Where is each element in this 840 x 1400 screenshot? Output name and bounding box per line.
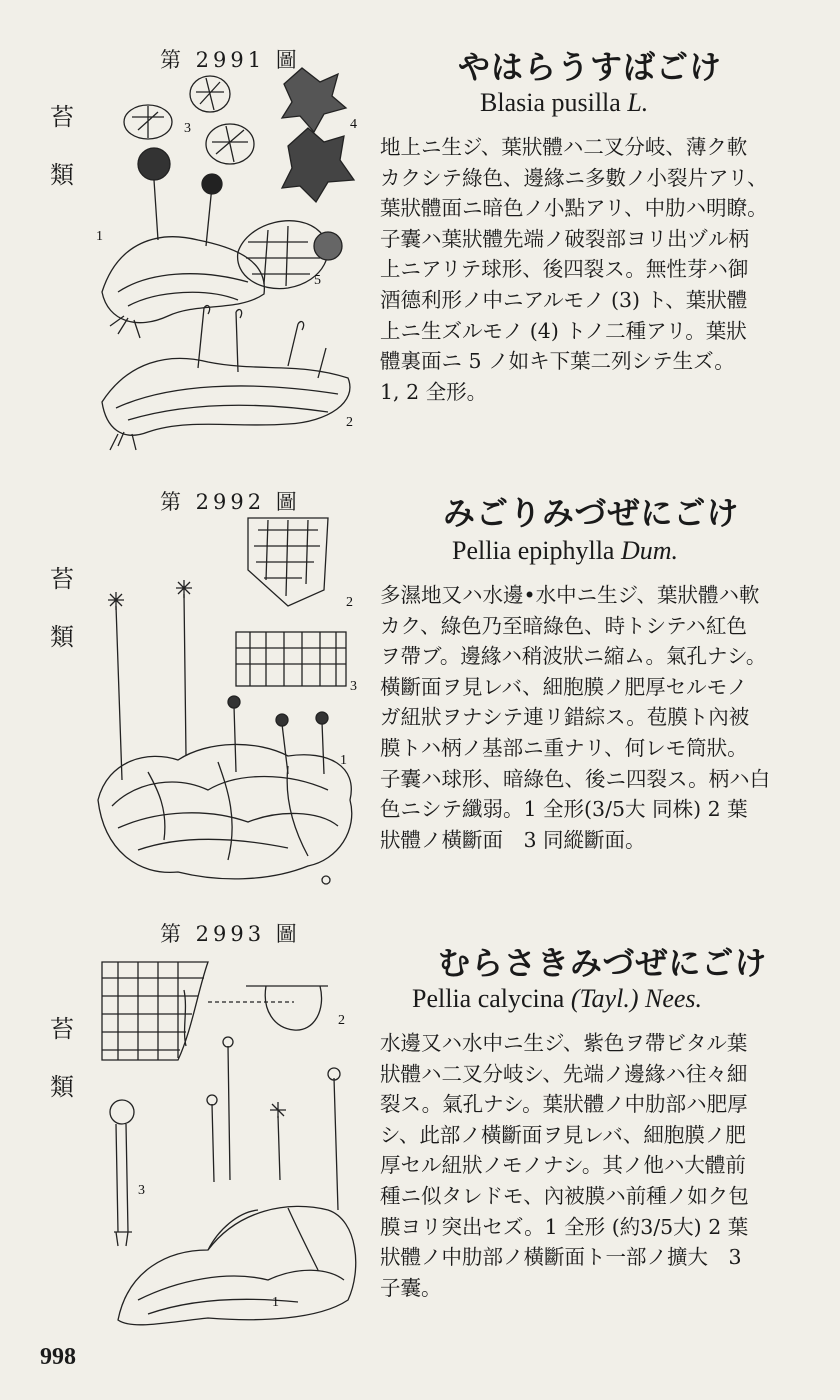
category-label: 苔 類 (50, 565, 74, 651)
illus-num-2: 2 (338, 1013, 345, 1028)
pellia-epiphylla-illustration (88, 510, 378, 890)
figure-label: 第 2991 圖 (160, 48, 301, 72)
scientific-name: Pellia calycina (Tayl.) Nees. (412, 984, 703, 1013)
description: 水邊又ハ水中ニ生ジ、紫色ヲ帶ビタル葉 狀體ハ二叉分岐シ、先端ノ邊緣ハ往々細 裂ス。氣孔ナシ。葉狀體ノ中肋部ハ肥厚 シ、此部ノ橫斷面ヲ見レバ、細胞膜ノ肥 厚セル紐狀ノモノナシ。其ノ他ハ大體前 種ニ似タレドモ、內被膜ハ前種ノ如ク包 膜ヨリ突出セズ。1 全形 (約3/5大) 2 葉 狀體ノ中肋部ノ橫斷面ト一部ノ擴大 3 子囊。 (380, 1031, 749, 1300)
blasia-illustration (88, 62, 378, 452)
illus-num-4: 4 (350, 117, 357, 132)
category-label: 苔 類 (50, 103, 74, 189)
category-label: 苔 類 (50, 1015, 74, 1101)
illus-num-2: 2 (346, 415, 353, 430)
description: 多濕地又ハ水邊•水中ニ生ジ、葉狀體ハ軟 カク、綠色乃至暗綠色、時トシテハ紅色 ヲ帶ブ。邊緣ハ稍波狀ニ縮ム。氣孔ナシ。 橫斷面ヲ見レバ、細胞膜ノ肥厚セルモノ ガ紐狀ヲナシテ連リ錯綜ス。苞膜ト內被 膜トハ柄ノ基部ニ重ナリ、何レモ筒狀。 子囊ハ球形、暗綠色、後ニ四裂ス。柄ハ白 色ニシテ纖弱。1 全形(3/5大 同株) 2 葉 狀體ノ橫斷面 3 同縱斷面。 (380, 583, 771, 852)
illus-num-2: 2 (346, 595, 353, 610)
illus-num-1: 1 (340, 753, 347, 768)
illus-num-3: 3 (350, 679, 357, 694)
figure-label: 第 2993 圖 (160, 922, 301, 946)
japanese-name: むらさきみづぜにごけ (438, 944, 768, 982)
pellia-calycina-illustration (88, 950, 378, 1330)
scientific-name: Pellia epiphylla Dum. (452, 536, 679, 565)
japanese-name: みごりみづぜにごけ (443, 494, 740, 532)
illus-num-1: 1 (272, 1295, 279, 1310)
illus-num-1: 1 (96, 229, 103, 244)
japanese-name: やはらうすばごけ (458, 48, 723, 86)
scientific-name: Blasia pusilla L. (480, 88, 649, 117)
description: 地上ニ生ジ、葉狀體ハ二叉分岐、薄ク軟 カクシテ綠色、邊緣ニ多數ノ小裂片アリ、 葉狀體面ニ暗色ノ小點アリ、中肋ハ明瞭。 子囊ハ葉狀體先端ノ破裂部ヨリ出ヅル柄 上ニアリテ球形、後四裂ス。無性芽ハ御 酒德利形ノ中ニアルモノ (3) ト、葉狀體 上ニ生ズルモノ (4) トノ二種アリ。葉狀 體裏面ニ 5 ノ如キ下葉二列シテ生ズ。 1, 2 全形。 (380, 135, 768, 404)
illus-num-3: 3 (184, 121, 191, 136)
illus-num-3: 3 (138, 1183, 145, 1198)
illus-num-5: 5 (314, 273, 321, 288)
figure-label: 第 2992 圖 (160, 490, 301, 514)
page-number: 998 (40, 1344, 76, 1370)
